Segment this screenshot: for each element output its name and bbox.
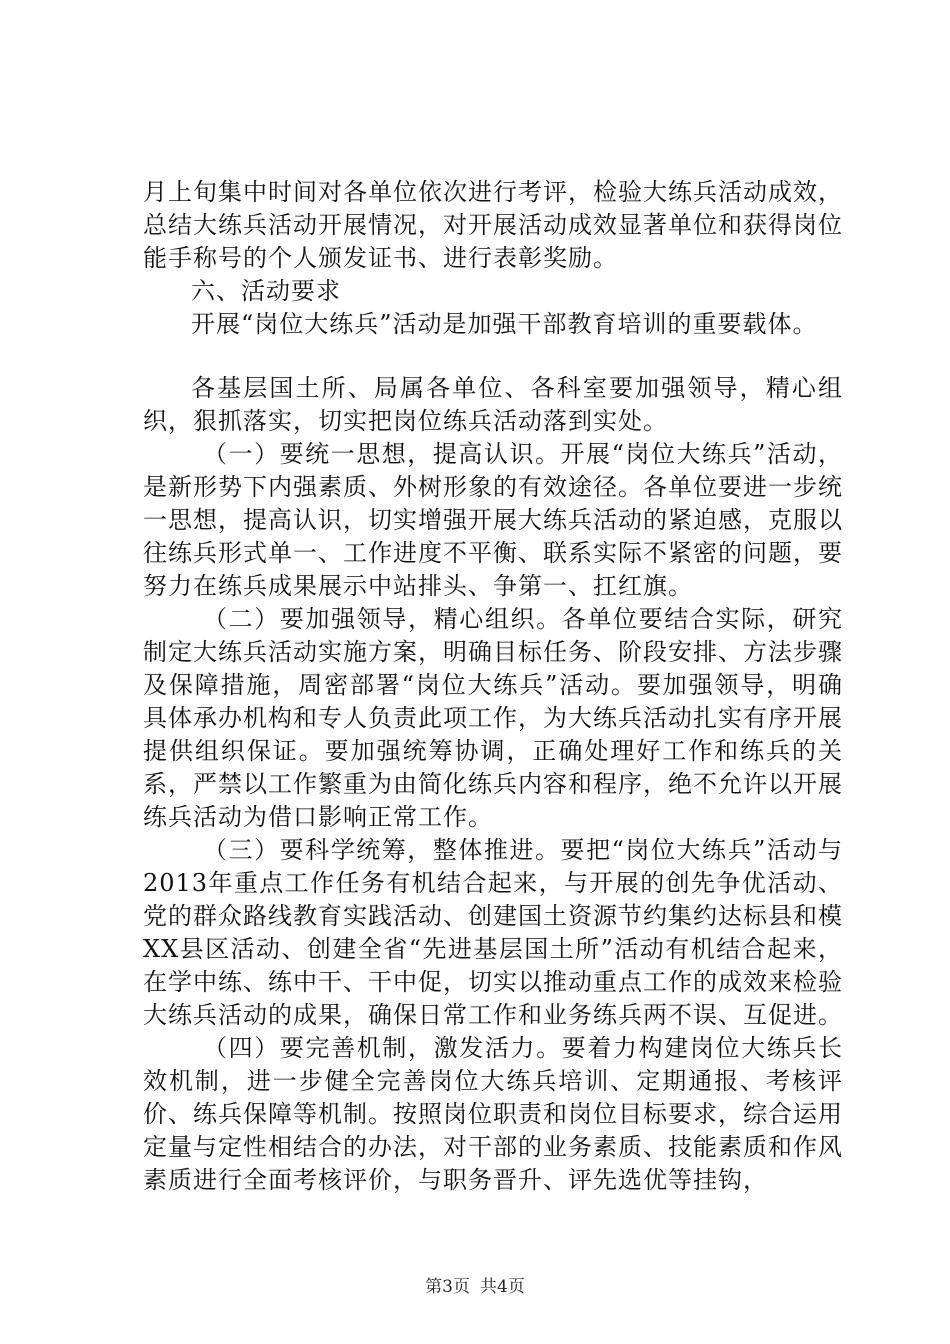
page-total: 共4页 bbox=[480, 1277, 525, 1297]
paragraph-item-2: （二）要加强领导，精心组织。各单位要结合实际，研究制定大练兵活动实施方案，明确目标任务、阶段安排、方法步骤及保障措施，周密部署“岗位大练兵”活动。要加强领导，明确具体承办机构和专人负责此项工作，为大练兵活动扎实有序开展提供组织保证。要加强统筹协调，正确处理好工作和练兵的关系，严禁以工作繁重为由简化练兵内容和程序，绝不允许以开展练兵活动为借口影响正常工作。 bbox=[143, 605, 843, 831]
paragraph-requirements: 各基层国土所、局属各单位、各科室要加强领导，精心组织，狠抓落实，切实把岗位练兵活动落到实处。 bbox=[143, 374, 843, 435]
paragraph-gap bbox=[143, 341, 843, 372]
paragraph-intro: 开展“岗位大练兵”活动是加强干部教育培训的重要载体。 bbox=[191, 310, 818, 338]
page-footer bbox=[0, 1272, 950, 1297]
document-body bbox=[143, 176, 843, 1197]
paragraph-item-4: （四）要完善机制，激发活力。要着力构建岗位大练兵长效机制，进一步健全完善岗位大练兵培训、定期通报、考核评价、练兵保障等机制。按照岗位职责和岗位目标要求，综合运用定量与定性相结合的办法，对干部的业务素质、技能素质和作风素质进行全面考核评价，与职务晋升、评先选优等挂钩， bbox=[143, 1034, 843, 1194]
page-number: 第3页 bbox=[425, 1277, 470, 1297]
section-heading: 六、活动要求 bbox=[191, 277, 341, 305]
paragraph-item-3: （三）要科学统筹，整体推进。要把“岗位大练兵”活动与2013年重点工作任务有机结合起来，与开展的创先争优活动、党的群众路线教育实践活动、创建国土资源节约集约达标县和模XX县区活动、创建全省“先进基层国土所”活动有机结合起来，在学中练、练中干、干中促，切实以推动重点工作的成效来检验大练兵活动的成果，确保日常工作和业务练兵两不误、互促进。 bbox=[143, 836, 843, 1029]
paragraph-continuation: 月上旬集中时间对各单位依次进行考评，检验大练兵活动成效，总结大练兵活动开展情况，对开展活动成效显著单位和获得岗位能手称号的个人颁发证书、进行表彰奖励。 bbox=[143, 178, 843, 272]
paragraph-item-1: （一）要统一思想，提高认识。开展“岗位大练兵”活动，是新形势下内强素质、外树形象的有效途径。各单位要进一步统一思想，提高认识，切实增强开展大练兵活动的紧迫感，克服以往练兵形式单一、工作进度不平衡、联系实际不紧密的问题，要努力在练兵成果展示中站排头、争第一、扛红旗。 bbox=[143, 440, 843, 600]
